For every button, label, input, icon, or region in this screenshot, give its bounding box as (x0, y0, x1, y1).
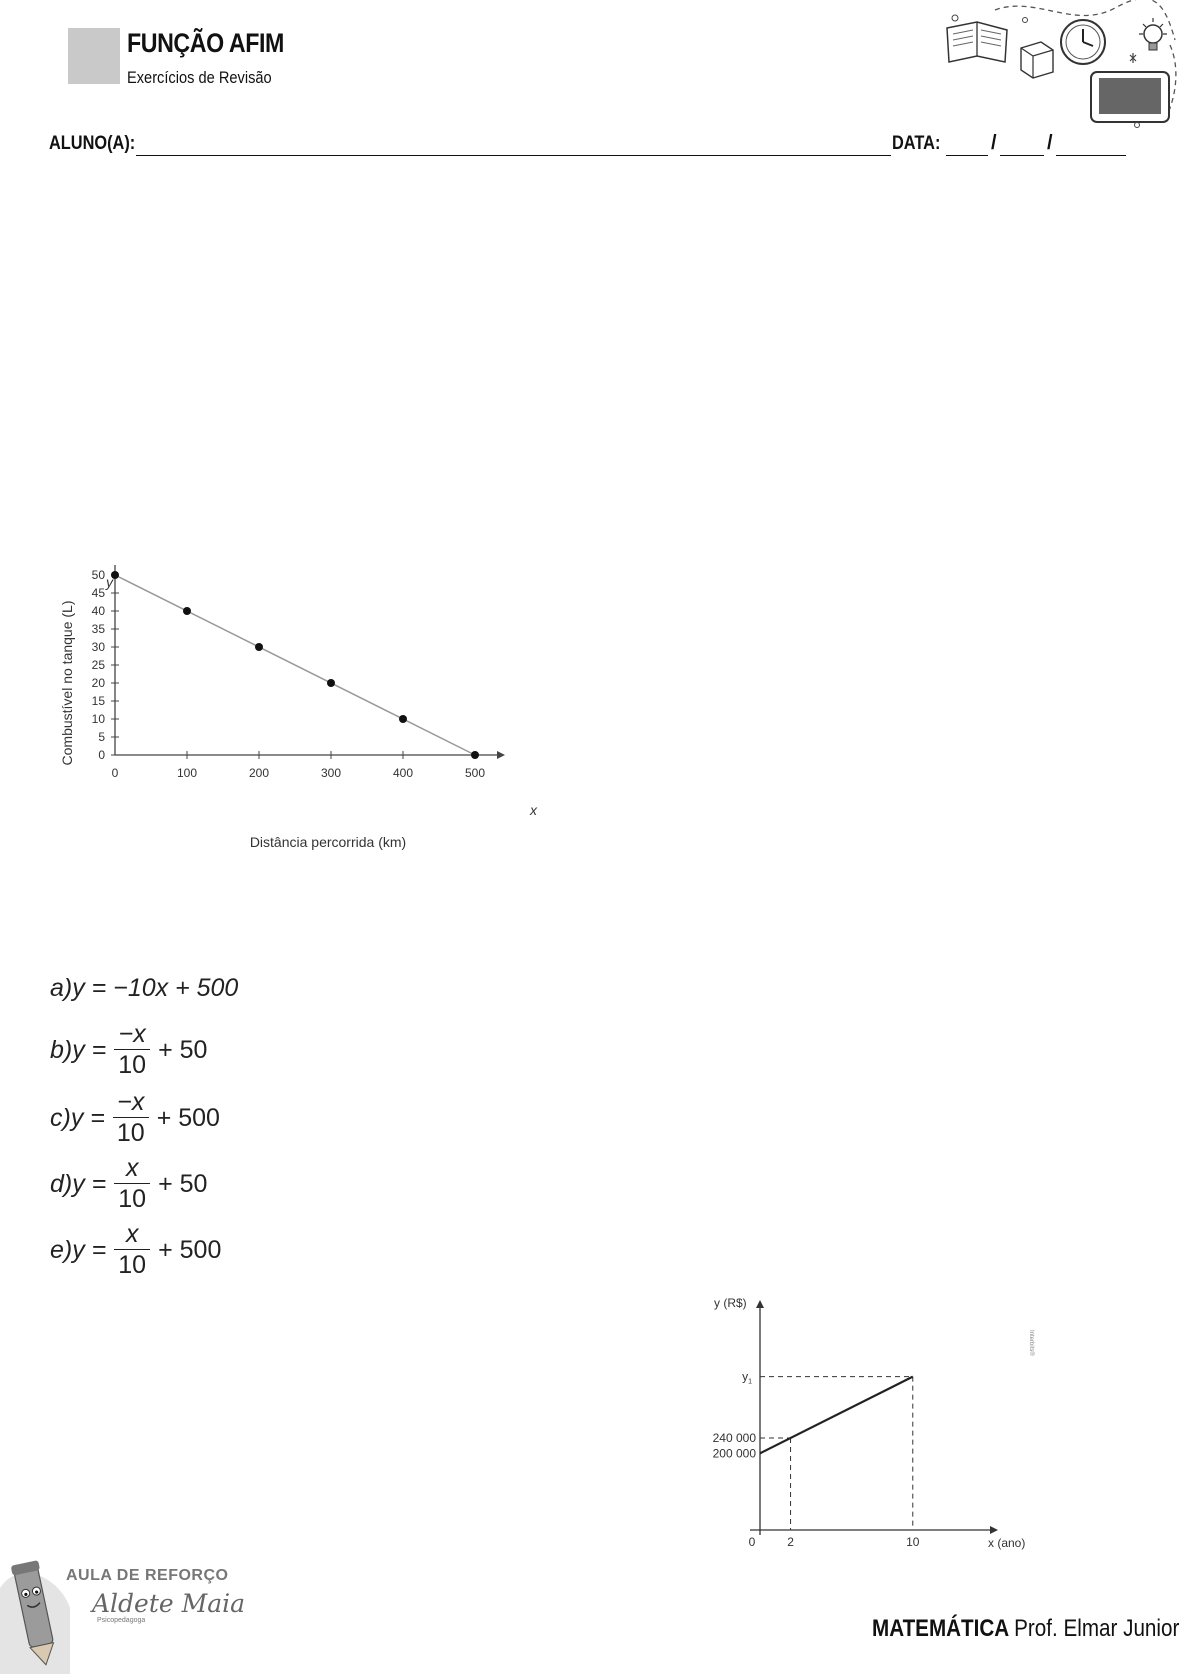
option-lhs: y = (72, 1169, 107, 1198)
fuel-chart-x-letter: x (530, 802, 537, 818)
x-axis-arrow (497, 751, 505, 759)
x-tick-label: 200 (248, 766, 270, 780)
fraction-numerator: x (125, 1154, 139, 1182)
fraction-denominator: 10 (114, 1249, 150, 1278)
x-axis-arrow (990, 1526, 998, 1534)
y-tick-label: 200 000 (712, 1446, 756, 1461)
option-rest: + 50 (158, 1035, 208, 1064)
x-tick-label: 500 (464, 766, 486, 780)
option-fraction (114, 1022, 150, 1078)
y-tick-label: 240 000 (712, 1431, 756, 1445)
option-lhs: y = (72, 1035, 107, 1064)
x-tick-label: 0 (748, 1535, 756, 1549)
fuel-chart (50, 565, 550, 865)
subject-name: MATEMÁTICA (872, 1615, 1009, 1642)
date-separator: / (991, 132, 997, 154)
option-label: c) (50, 1103, 71, 1132)
option-label: e) (50, 1235, 73, 1264)
fuel-chart-y-letter: y (106, 574, 113, 590)
fraction-denominator: 10 (114, 1183, 150, 1212)
fuel-chart-x-label: Distância percorrida (km) (249, 834, 407, 850)
option-lhs: y = (70, 1103, 105, 1132)
option-lhs: y = (72, 1235, 107, 1264)
x-tick-label: 300 (320, 766, 342, 780)
option-e[interactable] (50, 1222, 221, 1278)
date-label: DATA: (892, 133, 941, 154)
option-rest: + 500 (158, 1235, 222, 1264)
value-line (760, 1377, 913, 1454)
fraction-numerator: x (125, 1220, 139, 1248)
data-point (183, 607, 191, 615)
logo-name: Aldete Maia (92, 1589, 246, 1618)
fuel-chart-series (115, 575, 475, 755)
y-tick-label: 25 (91, 658, 105, 672)
option-c[interactable] (50, 1090, 220, 1146)
teacher-name: Prof. Elmar Junior (1014, 1615, 1180, 1642)
y-tick-label: 20 (91, 676, 105, 690)
option-formula: y = −10x + 500 (72, 974, 239, 1002)
monitor-icon (1091, 72, 1169, 122)
header-square (68, 28, 120, 84)
y-tick-label: 40 (91, 604, 105, 618)
value-chart-ticks (713, 1370, 920, 1549)
aluno-name-field[interactable] (136, 155, 891, 156)
data-point (327, 679, 335, 687)
data-point (471, 751, 479, 759)
y-tick-label: 0 (98, 748, 105, 762)
aluno-label: ALUNO(A): (49, 133, 136, 154)
x-tick-label: 10 (906, 1535, 920, 1549)
lightbulb-icon (1139, 18, 1167, 50)
option-b[interactable] (50, 1022, 207, 1078)
y1-tick-label: $y_1$ (742, 1369, 752, 1386)
footer-subject (872, 1615, 1179, 1643)
clock-icon (1061, 20, 1105, 64)
y-tick-label: 10 (91, 712, 105, 726)
option-fraction (114, 1156, 150, 1212)
logo-small-text: Psicopedagoga (97, 1617, 146, 1624)
page-title: FUNÇÃO AFIM (127, 28, 284, 58)
cube-icon (1021, 42, 1053, 78)
option-rest: + 50 (158, 1169, 208, 1198)
y-tick-label: 15 (91, 694, 105, 708)
option-fraction (114, 1222, 150, 1278)
option-label: d) (50, 1169, 73, 1198)
option-a[interactable] (50, 974, 238, 1003)
date-separator: / (1047, 132, 1053, 154)
option-d[interactable] (50, 1156, 207, 1212)
fraction-numerator: −x (117, 1088, 145, 1116)
data-point (399, 715, 407, 723)
fraction-denominator: 10 (113, 1117, 149, 1146)
pencil-mascot-icon (0, 1548, 70, 1674)
option-label: b) (50, 1035, 73, 1064)
date-month-field[interactable] (1000, 155, 1044, 156)
y-tick-label: 30 (91, 640, 105, 654)
y-tick-label: 45 (91, 586, 105, 600)
value-chart-x-label: x (ano) (988, 1536, 1026, 1550)
y-axis-arrow (756, 1300, 764, 1308)
fraction-numerator: −x (118, 1020, 146, 1048)
fuel-chart-y-label: Combustível no tanque (L) (59, 600, 75, 766)
logo-title: AULA DE REFORÇO (66, 1567, 229, 1584)
date-year-field[interactable] (1056, 155, 1126, 156)
y-tick-label: 35 (91, 622, 105, 636)
open-book-icon (947, 22, 1007, 62)
option-fraction (113, 1090, 149, 1146)
date-day-field[interactable] (946, 155, 988, 156)
x-tick-label: 100 (176, 766, 198, 780)
fraction-denominator: 10 (114, 1049, 150, 1078)
x-tick-label: 0 (111, 766, 119, 780)
option-rest: + 500 (156, 1103, 220, 1132)
option-label: a) (50, 974, 73, 1002)
page-subtitle: Exercícios de Revisão (127, 68, 272, 87)
x-tick-label: 400 (392, 766, 414, 780)
value-chart-y-label: y (R$) (714, 1296, 747, 1310)
y-tick-label: 5 (98, 730, 105, 744)
value-chart-axes (750, 1300, 998, 1535)
school-doodles (935, 0, 1181, 130)
data-point (255, 643, 263, 651)
y-tick-label: 50 (91, 568, 105, 582)
value-chart (700, 1290, 1040, 1560)
value-chart-credit: Interbits® (1028, 1330, 1034, 1356)
fuel-line (115, 575, 475, 755)
value-chart-guides (760, 1377, 913, 1530)
fuel-chart-axes (111, 565, 505, 759)
value-chart-series (760, 1377, 913, 1454)
x-tick-label: 2 (787, 1535, 794, 1549)
